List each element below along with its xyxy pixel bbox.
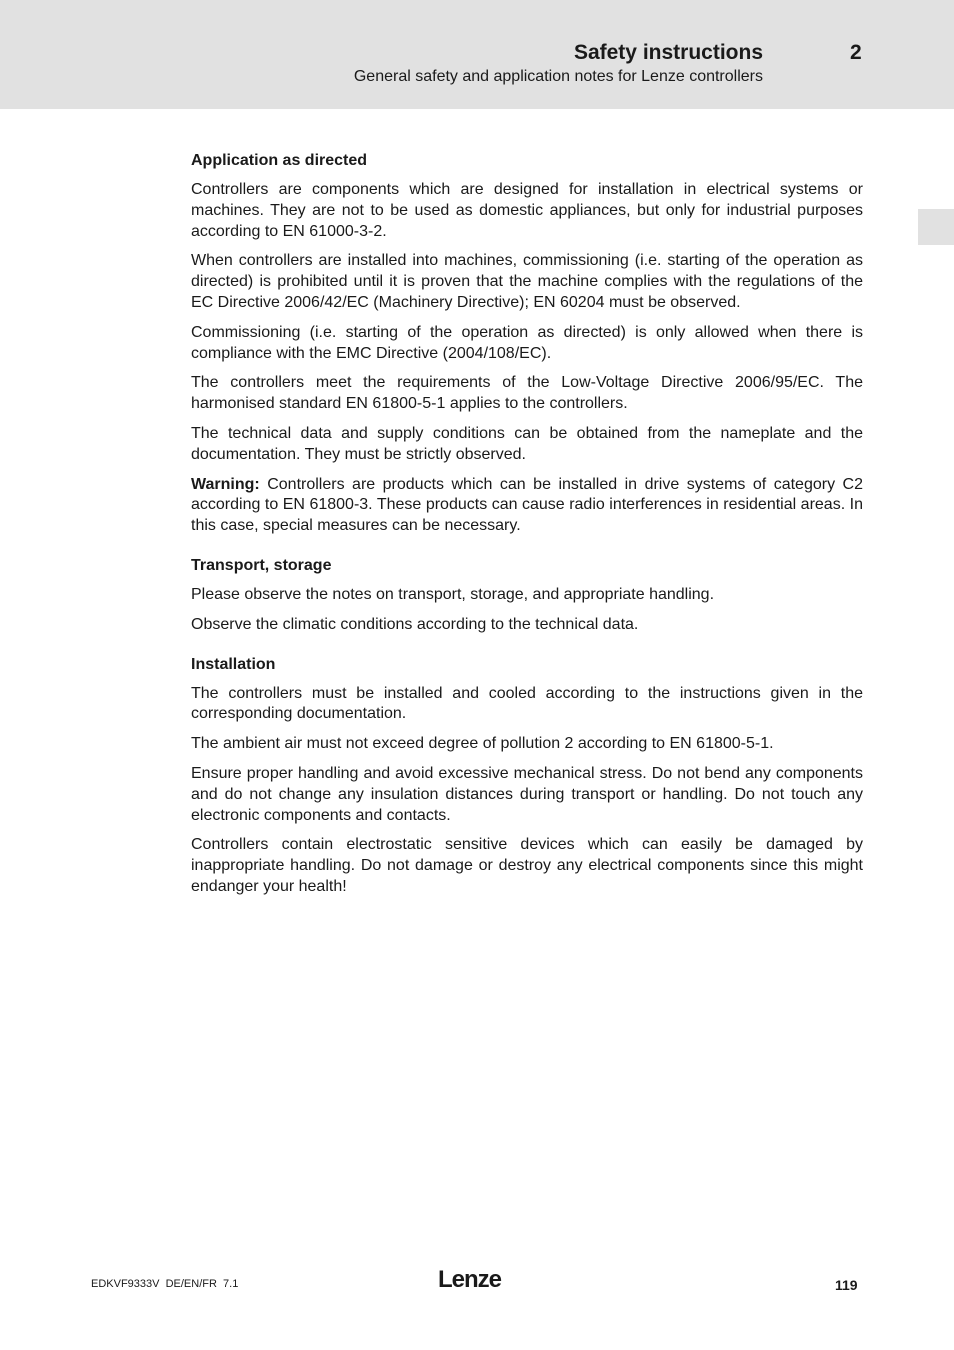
section-transport bbox=[191, 555, 863, 636]
paragraph: When controllers are installed into machines, commissioning (i.e. starting of the operation as directed) is prohibited until it is proven that the machine complies with the regulations of the EC Directive 2006/42/EC (Machinery Directive); EN 60204 must be observed. bbox=[191, 252, 863, 311]
paragraph: The ambient air must not exceed degree of pollution 2 according to EN 61800-5-1. bbox=[191, 735, 774, 753]
section-heading: Installation bbox=[191, 655, 276, 673]
paragraph: The technical data and supply conditions can be obtained from the nameplate and the documentation. They must be strictly observed. bbox=[191, 424, 863, 463]
chapter-subtitle: General safety and application notes for Lenze controllers bbox=[353, 68, 763, 85]
lenze-logo: Lenze bbox=[438, 1266, 502, 1293]
chapter-side-tab bbox=[918, 209, 954, 245]
page-content bbox=[191, 150, 863, 916]
warning-label: Warning: bbox=[191, 475, 260, 493]
warning-paragraph bbox=[191, 475, 863, 537]
paragraph: Controllers are components which are designed for installation in electrical systems or machines. They are not to be used as domestic appliances, but only for industrial purposes according to EN 61000-3-2. bbox=[191, 181, 863, 240]
paragraph: The controllers must be installed and cooled according to the instructions given in the corresponding documentation. bbox=[191, 684, 863, 723]
section-application bbox=[191, 150, 863, 537]
paragraph: Please observe the notes on transport, storage, and appropriate handling. bbox=[191, 585, 715, 603]
paragraph: Controllers contain electrostatic sensitive devices which can easily be damaged by inappropriate handling. Do not damage or destroy any electrical components since this might endanger your health! bbox=[191, 836, 863, 895]
paragraph: Observe the climatic conditions according to the technical data. bbox=[191, 615, 639, 633]
footer-doc-id: EDKVF9333V DE/EN/FR 7.1 bbox=[91, 1278, 239, 1290]
chapter-title: Safety instructions bbox=[573, 41, 763, 64]
section-installation bbox=[191, 654, 863, 898]
paragraph: The controllers meet the requirements of the Low-Voltage Directive 2006/95/EC. The harmonised standard EN 61800-5-1 applies to the controllers. bbox=[191, 374, 863, 413]
section-heading: Application as directed bbox=[191, 152, 368, 169]
paragraph: Commissioning (i.e. starting of the operation as directed) is only allowed when there is compliance with the EMC Directive (2004/108/EC). bbox=[191, 323, 863, 362]
warning-text: Controllers are products which can be installed in drive systems of category C2 according to EN 61800-3. These products can cause radio interferences in residential areas. In this case, special measures can be necessary. bbox=[191, 475, 863, 535]
page-number: 119 bbox=[835, 1277, 858, 1293]
paragraph: Ensure proper handling and avoid excessive mechanical stress. Do not bend any components and do not change any insulation distances during transport or handling. Do not touch any electronic components and contacts. bbox=[191, 764, 863, 824]
section-heading: Transport, storage bbox=[191, 556, 332, 574]
chapter-number: 2 bbox=[850, 41, 862, 64]
header-band bbox=[0, 0, 954, 109]
